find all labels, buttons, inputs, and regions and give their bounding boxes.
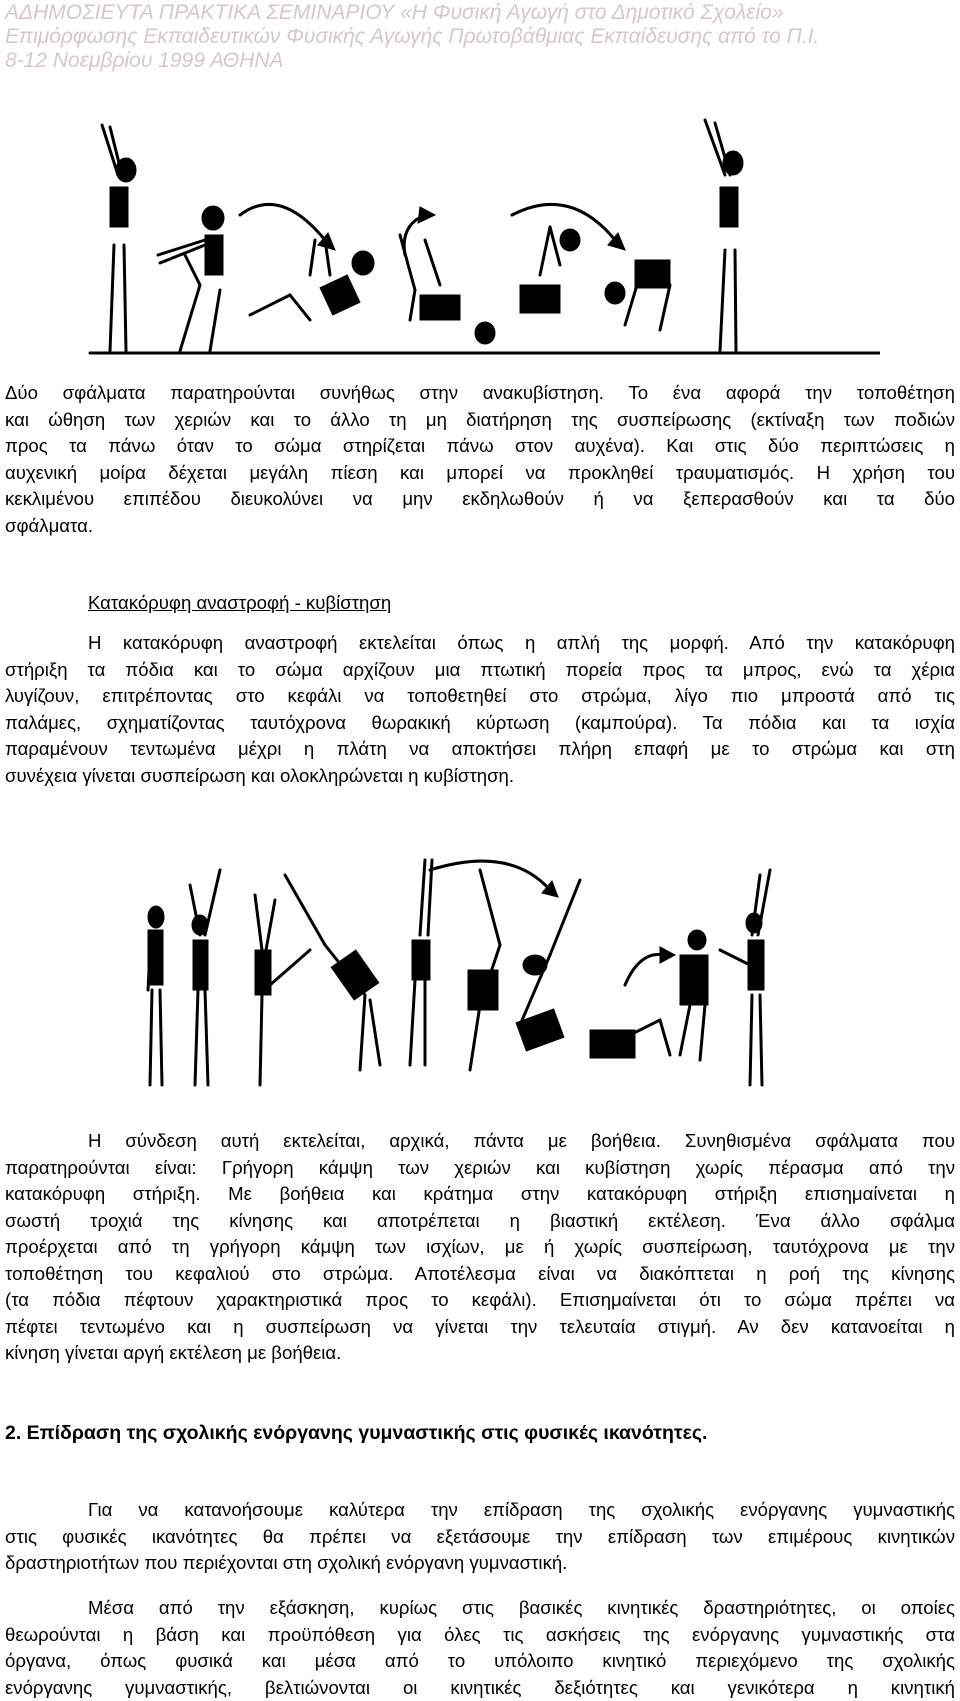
text-line: (τα πόδια πέφτουν χαρακτηριστικά προς το κεφάλι). Επισημαίνεται ότι το σώμα πρέπει να (5, 1287, 955, 1314)
text-line: και ώθηση των χεριών και το άλλο τη μη διατήρηση της συσπείρωσης (εκτίναξη των ποδιών (5, 407, 955, 434)
text-line: πέφτει τεντωμένο και η συσπείρωση να γίνεται την τελευταία στιγμή. Αν δεν κατανοείται η (5, 1314, 955, 1341)
text-line: στις φυσικές ικανότητες θα πρέπει να εξετάσουμε την επίδραση των επιμέρους κινητικών (5, 1524, 955, 1551)
paragraph-intro (5, 1497, 955, 1577)
header-line-2: Επιμόρφωσης Εκπαιδευτικών Φυσικής Αγωγής Πρωτοβάθμιας Εκπαίδευσης από το Π.Ι. (5, 24, 819, 50)
text-line: δραστηριοτήτων που περιέχονται στη σχολική ενόργανη γυμναστική. (5, 1550, 955, 1577)
paragraph-backroll-errors (5, 380, 955, 539)
text-line: όργανα, όπως φυσικά και μέσα από το υπόλοιπο κινητικό περιεχόμενο της σχολικής (5, 1648, 955, 1675)
text-line: Η κατακόρυφη αναστροφή εκτελείται όπως η απλή της μορφή. Από την κατακόρυφη (5, 630, 955, 657)
text-line: κίνηση γίνεται αργή εκτέλεση με βοήθεια. (5, 1340, 955, 1367)
text-line: θεωρούνται η βάση και προϋπόθεση για όλες τις ασκήσεις της ενόργανης γυμναστικής στα (5, 1622, 955, 1649)
text-line: λυγίζουν, επιτρέποντας στο κεφάλι να τοποθετηθεί στο στρώμα, λίγο πιο μπροστά από τις (5, 683, 955, 710)
text-line: παλάμες, σχηματίζοντας ταυτόχρονα θωρακική κύρτωση (καμπούρα). Τα πόδια και τα ισχία (5, 710, 955, 737)
paragraph-errors (5, 1128, 955, 1367)
text-line: Για να κατανοήσουμε καλύτερα την επίδραση της σχολικής ενόργανης γυμναστικής (5, 1497, 955, 1524)
text-line: παρατηρούνται είναι: Γρήγορη κάμψη των χεριών και κυβίστηση χωρίς πέρασμα από την (5, 1155, 955, 1182)
text-line: παραμένουν τεντωμένα μέχρι η πλάτη να αποκτήσει πλήρη επαφή με το στρώμα και στη (5, 736, 955, 763)
text-line: Μέσα από την εξάσκηση, κυρίως στις βασικές κινητικές δραστηριότητες, οι οποίες (5, 1595, 955, 1622)
backward-roll-illustration (80, 115, 880, 365)
text-line: ενόργανης γυμναστικής, βελτιώνονται οι κινητικές δεξιότητες και γενικότερα η κινητική (5, 1675, 955, 1701)
text-line: κατακόρυφη στήριξη. Με βοήθεια και κράτημα στην κατακόρυφη στήριξη επισημαίνεται η (5, 1181, 955, 1208)
text-line: Η σύνδεση αυτή εκτελείται, αρχικά, πάντα με βοήθεια. Συνηθισμένα σφάλματα που (5, 1128, 955, 1155)
section-heading-2: 2. Επίδραση της σχολικής ενόργανης γυμναστικής στις φυσικές ικανότητες. (5, 1420, 955, 1447)
text-line: συνέχεια γίνεται συσπείρωση και ολοκληρώνεται η κυβίστηση. (5, 763, 955, 790)
text-line: Δύο σφάλματα παρατηρούνται συνήθως στην ανακυβίστηση. Το ένα αφορά την τοποθέτηση (5, 380, 955, 407)
text-line: σωστή τροχιά της κίνησης και αποτρέπεται η βιαστική εκτέλεση. Ένα άλλο σφάλμα (5, 1208, 955, 1235)
text-line: στήριξη τα πόδια και το σώμα αρχίζουν μια πτωτική πορεία προς τα μπρος, ενώ τα χέρια (5, 657, 955, 684)
text-line: αυχενική μοίρα δέχεται μεγάλη πίεση και μπορεί να προκληθεί τραυματισμός. Η χρήση του (5, 460, 955, 487)
text-line: σφάλματα. (5, 513, 955, 540)
header-line-1: ΑΔΗΜΟΣΙΕΥΤΑ ΠΡΑΚΤΙΚΑ ΣΕΜΙΝΑΡΙΟΥ «Η Φυσική Αγωγή στο Δημοτικό Σχολείο» (5, 0, 784, 26)
handstand-roll-illustration (80, 855, 880, 1095)
paragraph-handstand-roll (5, 630, 955, 789)
text-line: προέρχεται από τη γρήγορη κάμψη των ισχίων, με ή χωρίς συσπείρωση, ταυτόχρονα με την (5, 1234, 955, 1261)
header-line-3: 8-12 Νοεμβρίου 1999 ΑΘΗΝΑ (5, 48, 284, 74)
text-line: κεκλιμένου επιπέδου διευκολύνει να μην εκδηλωθούν ή να ξεπερασθούν και τα δύο (5, 486, 955, 513)
section-title-text: Κατακόρυφη αναστροφή - κυβίστηση (88, 592, 391, 613)
text-line: προς τα πάνω όταν το σώμα στηρίζεται πάνω στον αυχένα). Και στις δύο περιπτώσεις η (5, 433, 955, 460)
text-line: τοποθέτηση του κεφαλιού στο στρώμα. Αποτέλεσμα είναι να διακόπτεται η ροή της κίνησης (5, 1261, 955, 1288)
paragraph-skills (5, 1595, 955, 1701)
section-title (5, 590, 955, 617)
